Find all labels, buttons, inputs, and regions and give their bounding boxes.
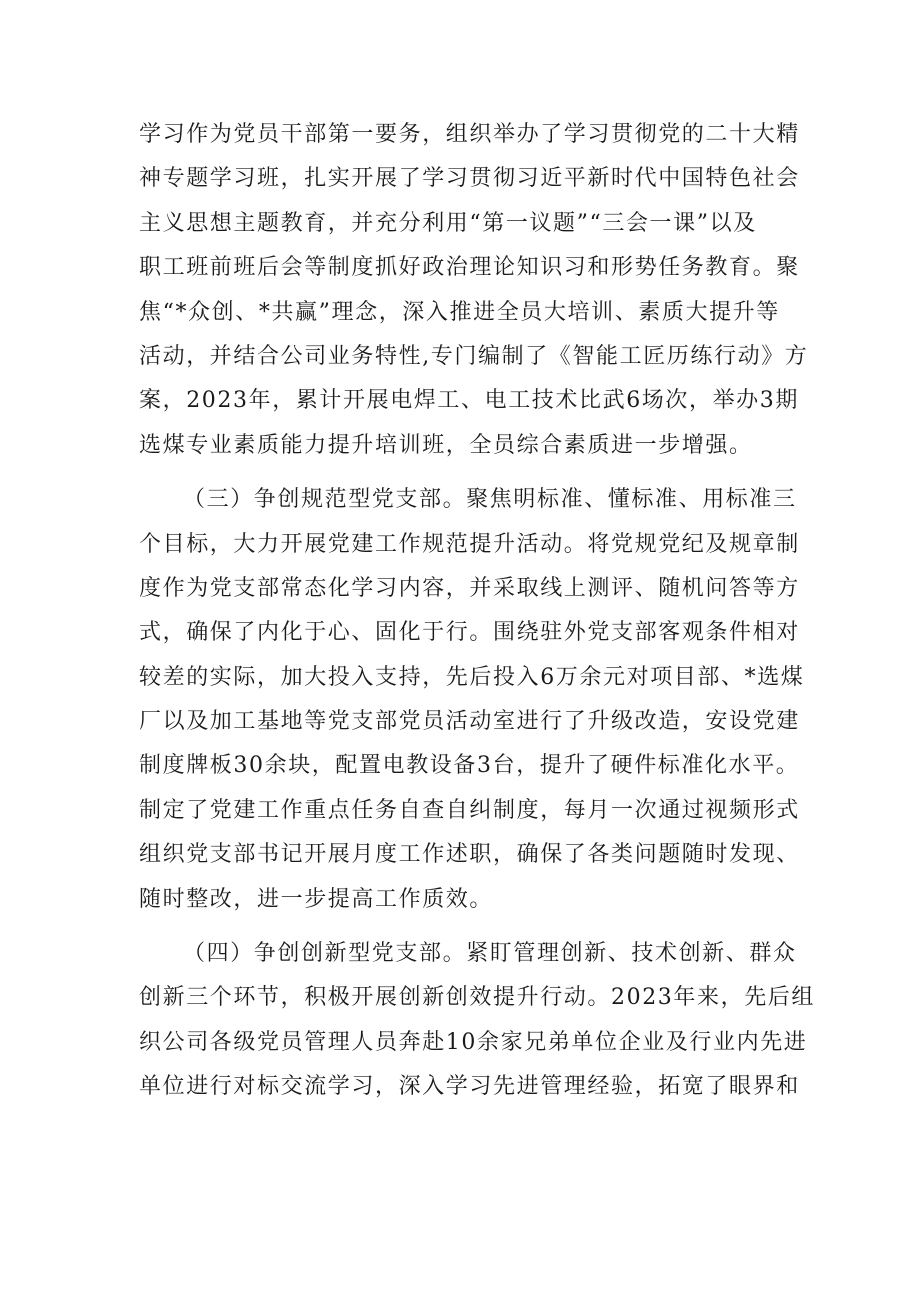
paragraph-gap (139, 468, 799, 478)
text-line: 式，确保了内化于心、固化于行。围绕驻外党支部客观条件相对 (139, 620, 800, 646)
text-line: 神专题学习班，扎实开展了学习贯彻习近平新时代中国特色社会 (139, 166, 800, 192)
paragraph-3 (139, 932, 815, 1110)
text-line: 较差的实际，加大投入支持，先后投入6万余元对项目部、*选煤 (139, 664, 805, 690)
text-line: 主义思想主题教育，并充分利用“第一议题”“三会一课”以及 (139, 210, 757, 236)
text-line: 个目标，大力开展党建工作规范提升活动。将党规党纪及规章制 (139, 531, 800, 557)
text-line: 选煤专业素质能力提升培训班，全员综合素质进一步增强。 (139, 432, 753, 458)
text-line: （三）争创规范型党支部。聚焦明标准、懂标准、用标准三 (183, 487, 797, 513)
text-line: 焦“*众创、*共赢”理念，深入推进全员大培训、素质大提升等 (139, 299, 780, 325)
text-line: 厂以及加工基地等党支部党员活动室进行了升级改造，安设党建 (139, 709, 800, 735)
text-line: 制度牌板30余块，配置电教设备3台，提升了硬件标准化水平。 (139, 753, 800, 779)
text-line: 活动，并结合公司业务特性,专门编制了《智能工匠历练行动》方 (139, 343, 809, 369)
text-line: 案，2023年，累计开展电焊工、电工技术比武6场次，举办3期 (139, 388, 799, 414)
text-line: 职工班前班后会等制度抓好政治理论知识习和形势任务教育。聚 (139, 255, 800, 281)
paragraph-2 (139, 478, 805, 922)
text-line: 组织党支部书记开展月度工作述职，确保了各类问题随时发现、 (139, 842, 800, 868)
text-line: 制定了党建工作重点任务自查自纠制度，每月一次通过视频形式 (139, 797, 800, 823)
text-line: （四）争创创新型党支部。紧盯管理创新、技术创新、群众 (183, 941, 797, 967)
text-line: 织公司各级党员管理人员奔赴10余家兄弟单位企业及行业内先进 (139, 1029, 808, 1055)
text-line: 学习作为党员干部第一要务，组织举办了学习贯彻党的二十大精 (139, 122, 800, 147)
paragraph-1 (139, 113, 809, 468)
paragraph-gap (139, 922, 799, 932)
document-body (139, 113, 815, 1110)
text-line: 随时整改，进一步提高工作质效。 (139, 886, 494, 912)
text-line: 单位进行对标交流学习，深入学习先进管理经验，拓宽了眼界和 (139, 1074, 800, 1100)
text-line: 度作为党支部常态化学习内容，并采取线上测评、随机问答等方 (139, 575, 800, 601)
text-line: 创新三个环节，积极开展创新创效提升行动。2023年来，先后组 (139, 985, 815, 1011)
